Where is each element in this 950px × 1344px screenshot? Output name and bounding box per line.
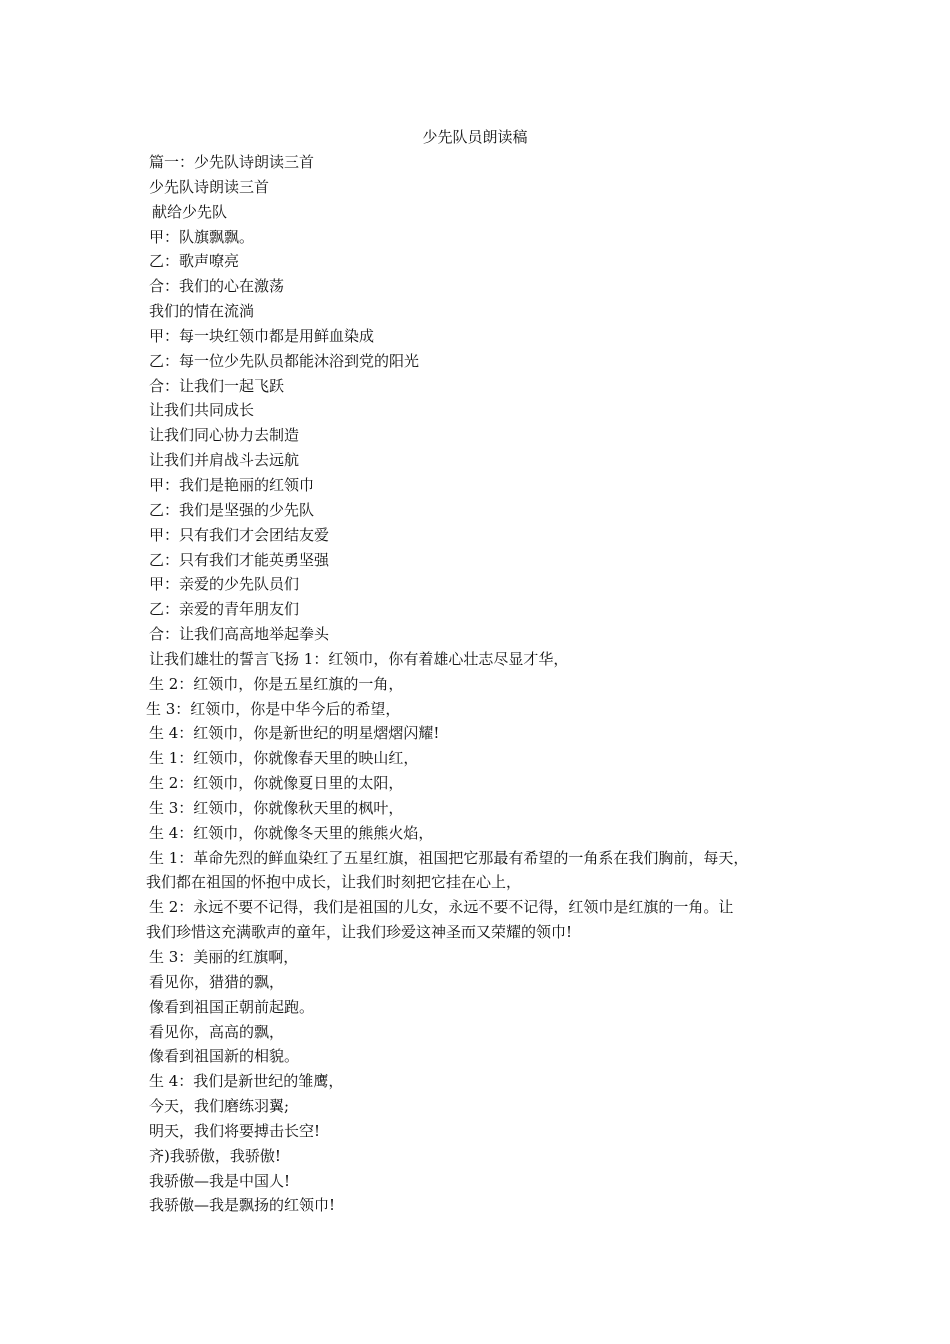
text-line: 像看到祖国正朝前起跑。 <box>149 997 315 1016</box>
text-line: 甲：我们是艳丽的红领巾 <box>149 475 315 494</box>
text-line: 看见你，猎猎的飘， <box>149 972 285 991</box>
text-line: 明天，我们将要搏击长空! <box>149 1121 321 1140</box>
poem-title: 献给少先队 <box>152 202 228 221</box>
text-line: 生 4：我们是新世纪的雏鹰， <box>149 1072 344 1091</box>
text-line: 乙：只有我们才能英勇坚强 <box>149 550 330 569</box>
text-line: 像看到祖国新的相貌。 <box>149 1047 300 1066</box>
text-line: 生 3：红领巾，你就像秋天里的枫叶， <box>149 798 404 817</box>
text-line: 我们的情在流淌 <box>149 302 255 321</box>
text-line: 乙：我们是坚强的少先队 <box>149 500 315 519</box>
text-line: 我骄傲—我是飘扬的红领巾! <box>149 1196 336 1215</box>
document-title: 少先队员朗读稿 <box>422 128 528 146</box>
text-line: 让我们并肩战斗去远航 <box>149 451 300 470</box>
text-line: 生 4：红领巾，你是新世纪的明星熠熠闪耀! <box>149 724 440 743</box>
text-line: 我骄傲—我是中国人! <box>149 1171 291 1190</box>
text-line: 生 4：红领巾，你就像冬天里的熊熊火焰， <box>149 823 434 842</box>
text-line: 乙：每一位少先队员都能沐浴到党的阳光 <box>149 351 420 370</box>
text-line: 看见你，高高的飘， <box>149 1022 285 1041</box>
text-line: 生 2：红领巾，你就像夏日里的太阳， <box>149 774 404 793</box>
text-line: 少先队诗朗读三首 <box>149 177 270 196</box>
text-line: 乙：歌声嘹亮 <box>149 252 240 271</box>
text-line: 让我们同心协力去制造 <box>149 426 300 445</box>
text-line: 甲：亲爱的少先队员们 <box>149 575 300 594</box>
section-heading: 篇一：少先队诗朗读三首 <box>149 153 315 171</box>
text-line: 合：让我们高高地举起拳头 <box>149 625 330 644</box>
text-line: 合：让我们一起飞跃 <box>149 376 285 395</box>
text-line: 生 2：永远不要不记得，我们是祖国的儿女，永远不要不记得，红领巾是红旗的一角。让 <box>149 898 734 917</box>
text-line: 我们珍惜这充满歌声的童年，让我们珍爱这神圣而又荣耀的领巾! <box>146 923 573 942</box>
document-body <box>146 150 826 1218</box>
text-line: 乙：亲爱的青年朋友们 <box>149 600 300 619</box>
text-line: 合：我们的心在激荡 <box>149 277 285 296</box>
text-line: 生 3：红领巾，你是中华今后的希望， <box>146 699 401 718</box>
text-line: 让我们雄壮的誓言飞扬 1：红领巾，你有着雄心壮志尽显才华， <box>149 649 569 668</box>
text-line: 今天，我们磨练羽翼; <box>149 1097 290 1116</box>
text-line: 甲：每一块红领巾都是用鲜血染成 <box>149 326 375 345</box>
text-line: 我们都在祖国的怀抱中成长，让我们时刻把它挂在心上， <box>146 873 522 892</box>
text-line: 让我们共同成长 <box>149 401 255 420</box>
text-line: 生 2：红领巾，你是五星红旗的一角， <box>149 674 404 693</box>
text-line: 生 3：美丽的红旗啊， <box>149 948 299 966</box>
text-line: 齐)我骄傲，我骄傲! <box>149 1146 281 1165</box>
text-line: 生 1：革命先烈的鲜血染红了五星红旗，祖国把它那最有希望的一角系在我们胸前，每天， <box>149 848 749 867</box>
text-line: 生 1：红领巾，你就像春天里的映山红， <box>149 749 419 768</box>
text-line: 甲：只有我们才会团结友爱 <box>149 525 330 544</box>
text-line: 甲：队旗飘飘。 <box>149 227 255 246</box>
